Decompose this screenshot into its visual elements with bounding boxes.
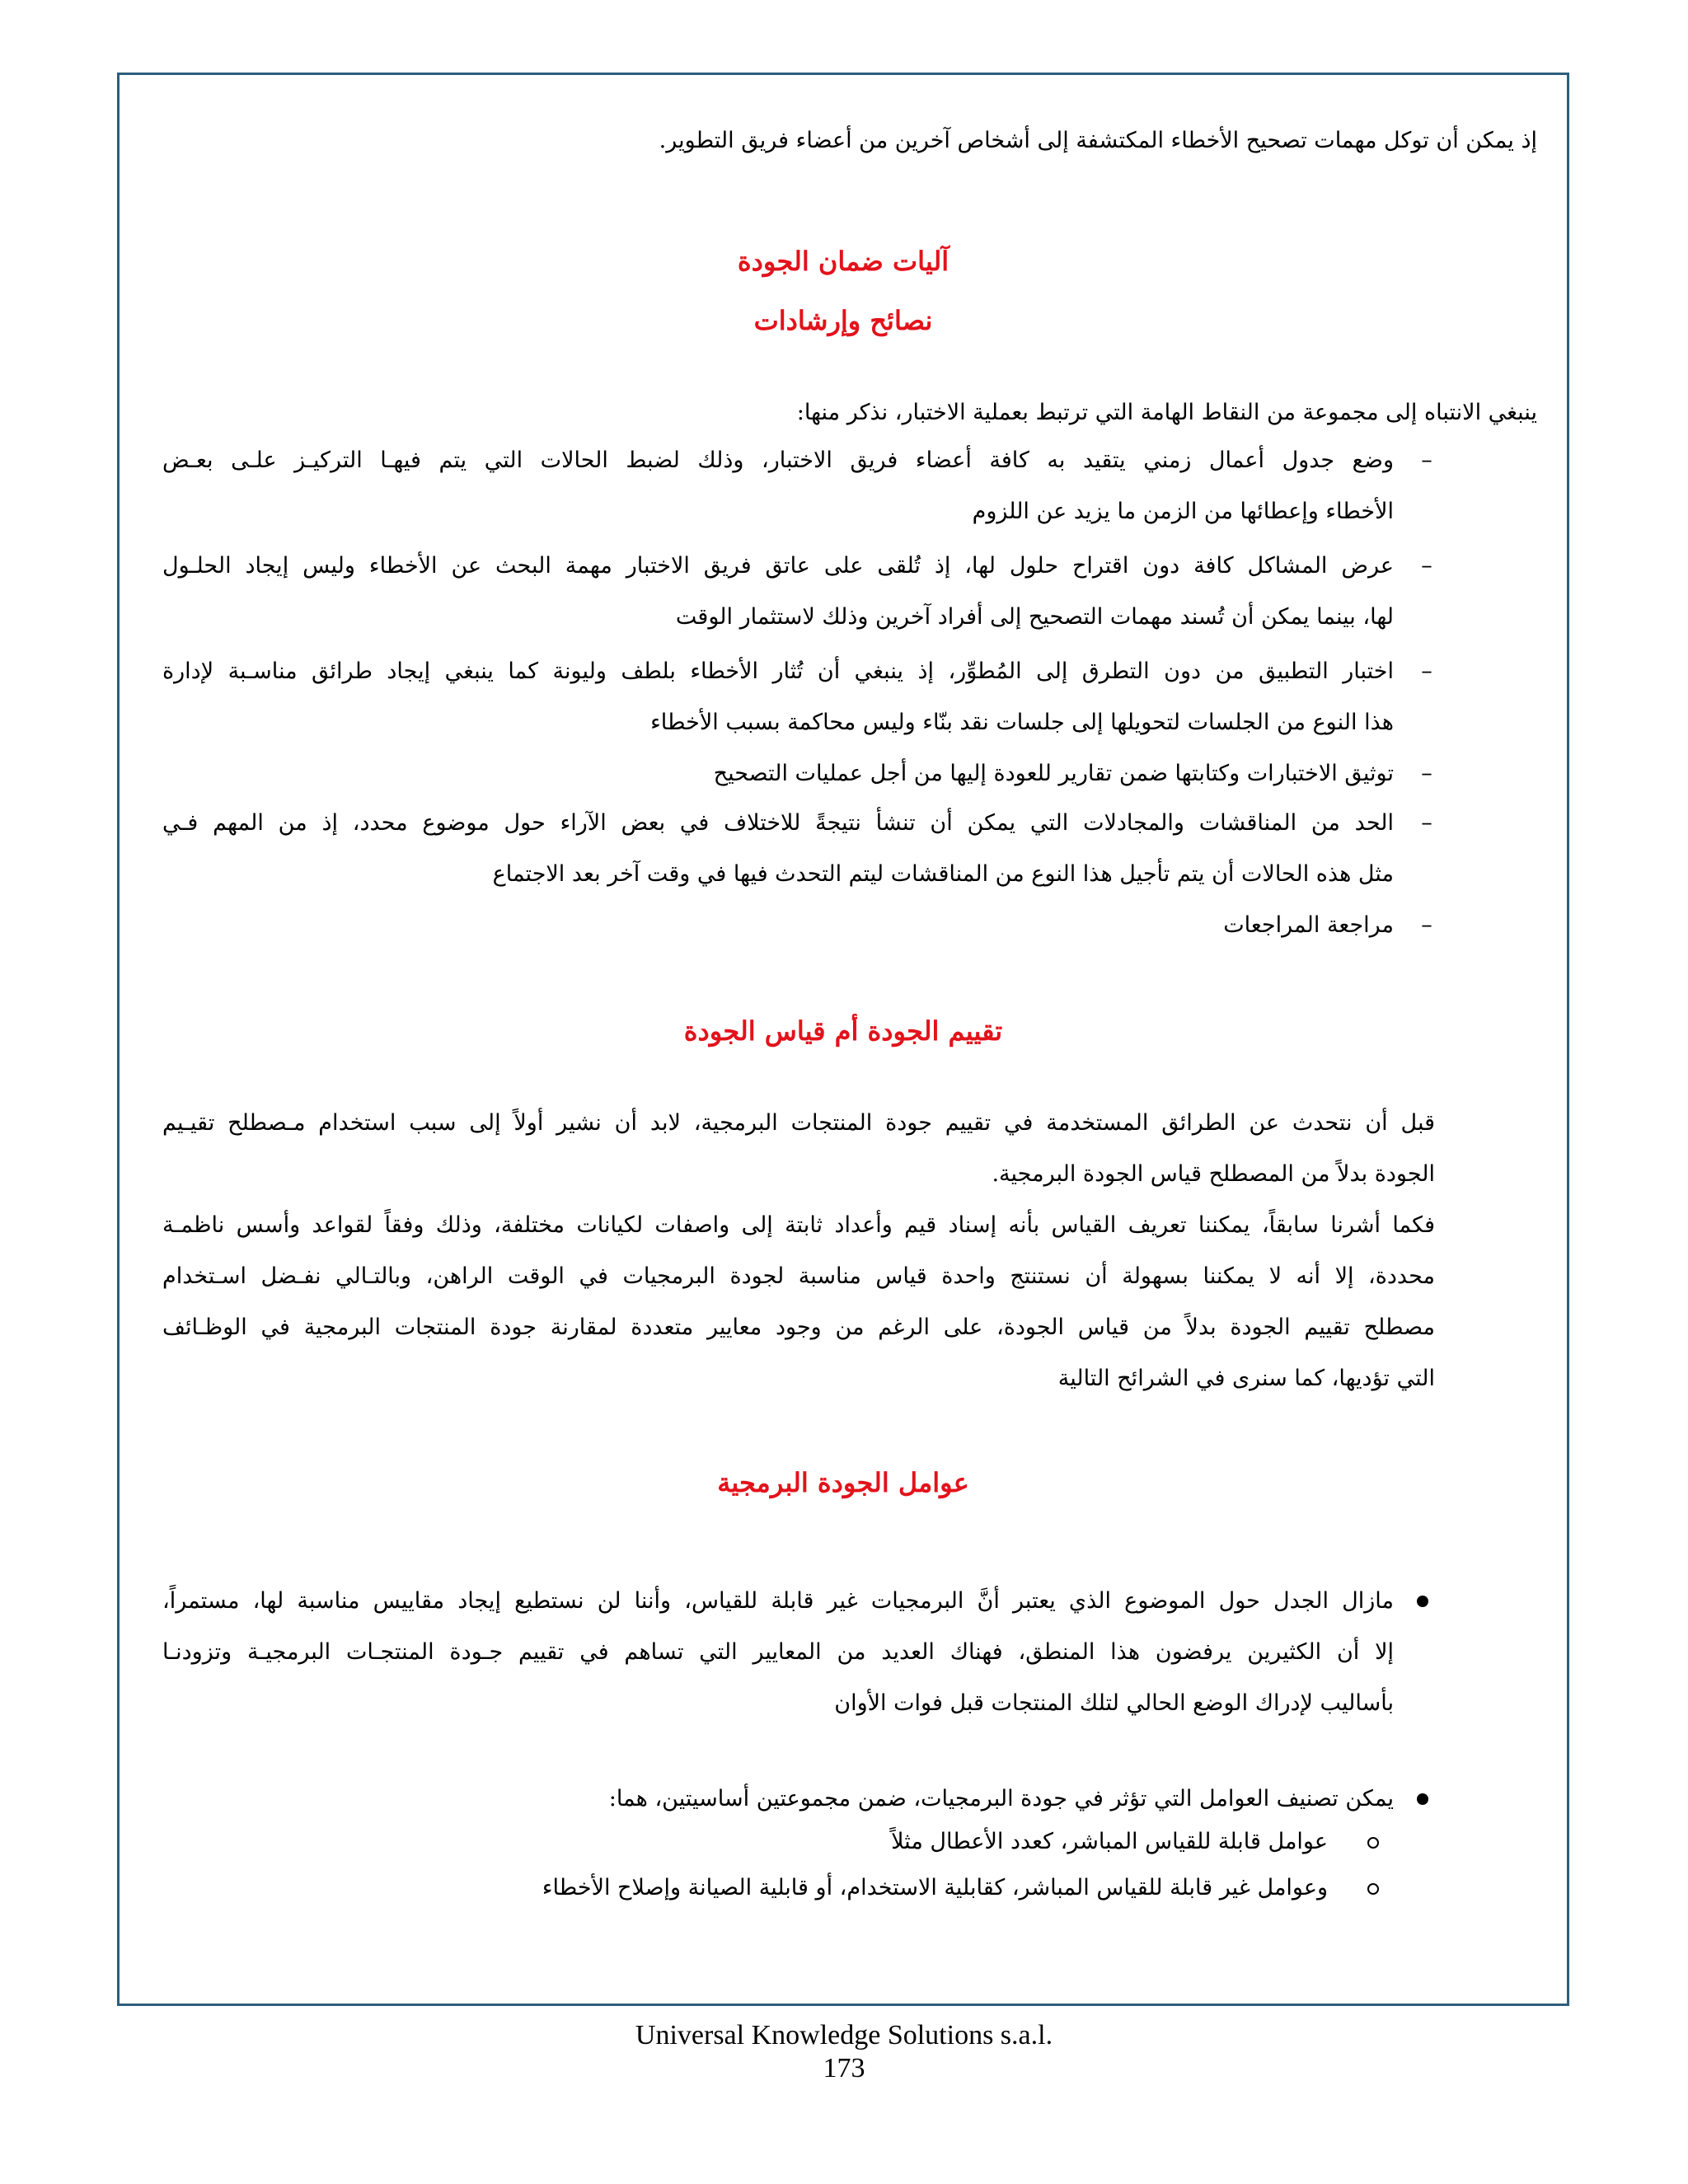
bullet-line: بأساليب لإدراك الوضع الحالي لتلك المنتجات قبل فوات الأوان [834, 1690, 1394, 1716]
list-item-line: الحد من المناقشات والمجادلات التي يمكن أن تنشأ نتيجةً للاختلاف في بعض الآراء حول موضوع محدد، إذ من المهم فـي [162, 810, 1394, 836]
section2-paragraph2-line: محددة، إلا أنه لا يمكننا بسهولة أن نستنتج واحدة قياس مناسبة لجودة البرمجيات في الوقت الراهن، وبالتـالي نفـضل اسـتخدام [162, 1263, 1436, 1289]
dash-marker: – [1421, 658, 1432, 684]
section1-lead: ينبغي الانتباه إلى مجموعة من النقاط الهامة التي ترتبط بعملية الاختبار، نذكر منها: [796, 400, 1537, 425]
circle-bullet-icon [1367, 1883, 1379, 1895]
section1-subtitle: نصائح وإرشادات [753, 305, 933, 336]
list-item-line: اختبار التطبيق من دون التطرق إلى المُطوِّر، إذ ينبغي أن تُثار الأخطاء بلطف وليونة كما ينبغي إيجاد طرائق مناسـبة لإدارة [162, 658, 1394, 684]
bullet-marker [1417, 1793, 1428, 1805]
dash-marker: – [1421, 761, 1432, 786]
list-item-line: لها، بينما يمكن أن تُسند مهمات التصحيح إلى أفراد آخرين وذلك لاستثمار الوقت [675, 604, 1394, 630]
section2-paragraph2-line: التي تؤديها، كما سنرى في الشرائح التالية [1057, 1366, 1435, 1391]
circle-bullet-icon [1367, 1837, 1379, 1849]
list-item-line: الأخطاء وإعطائها من الزمن ما يزيد عن اللزوم [972, 499, 1394, 524]
section2-paragraph1-line: قبل أن نتحدث عن الطرائق المستخدمة في تقييم جودة المنتجات البرمجية، لابد أن نشير أولاً إلى سبب استخدام مـصطلح تقيـيم [162, 1110, 1435, 1136]
footer-company: Universal Knowledge Solutions s.a.l. [635, 2020, 1053, 2050]
sub-list-item-text: وعوامل غير قابلة للقياس المباشر، كقابلية الاستخدام، أو قابلية الصيانة وإصلاح الأخطاء [542, 1875, 1328, 1900]
bullet-line: مازال الجدل حول الموضوع الذي يعتبر أنَّ البرمجيات غير قابلة للقياس، وأننا لن نستطيع إيجاد مقاييس مناسبة لها، مستمراً، [162, 1588, 1394, 1614]
sub-list-item-text: عوامل قابلة للقياس المباشر، كعدد الأعطال مثلاً [891, 1829, 1328, 1854]
page-number: 173 [823, 2053, 865, 2083]
section3-title: عوامل الجودة البرمجية [717, 1467, 969, 1498]
list-item-line: مثل هذه الحالات أن يتم تأجيل هذا النوع من المناقشات ليتم التحدث فيها في وقت آخر بعد الاجتماع [492, 861, 1394, 887]
bullet-line: إلا أن الكثيرين يرفضون هذا المنطق، فهناك العديد من المعايير التي تساهم في تقييم جـودة المنتجـات البرمجيـة وتزودنـا [162, 1639, 1394, 1665]
section1-title: آليات ضمان الجودة [737, 246, 950, 277]
intro-line: إذ يمكن أن توكل مهمات تصحيح الأخطاء المكتشفة إلى أشخاص آخرين من أعضاء فريق التطوير. [659, 128, 1537, 153]
list-item-line: مراجعة المراجعات [1223, 912, 1394, 938]
list-item-line: وضع جدول أعمال زمني يتقيد به كافة أعضاء فريق الاختبار، وذلك لضبط الحالات التي يتم فيهـا التركيـز علـى بعـض [162, 448, 1394, 473]
bullet-marker [1417, 1596, 1428, 1607]
dash-marker: – [1421, 553, 1432, 579]
section2-title: تقييم الجودة أم قياس الجودة [683, 1015, 1003, 1047]
dash-marker: – [1421, 448, 1432, 473]
page-frame [117, 73, 1569, 2006]
list-item-line: عرض المشاكل كافة دون اقتراح حلول لها، إذ تُلقى على عاتق فريق الاختبار مهمة البحث عن الأخطاء وليس إيجاد الحلـول [162, 553, 1394, 579]
list-item-line: توثيق الاختبارات وكتابتها ضمن تقارير للعودة إليها من أجل عمليات التصحيح [713, 761, 1394, 786]
section2-paragraph2-line: فكما أشرنا سابقاً، يمكننا تعريف القياس بأنه إسناد قيم وأعداد ثابتة إلى واصفات لكيانات مختلفة، وذلك وفقاً لقواعد وأسس ناظمـة [162, 1212, 1435, 1238]
page-content [120, 75, 1567, 2004]
dash-marker: – [1421, 912, 1432, 938]
bullet-line: يمكن تصنيف العوامل التي تؤثر في جودة البرمجيات، ضمن مجموعتين أساسيتين، هما: [608, 1786, 1394, 1811]
section2-paragraph1-line: الجودة بدلاً من المصطلح قياس الجودة البرمجية. [992, 1161, 1435, 1187]
dash-marker: – [1421, 810, 1432, 836]
list-item-line: هذا النوع من الجلسات لتحويلها إلى جلسات نقد بنّاء وليس محاكمة بسبب الأخطاء [650, 710, 1394, 735]
section2-paragraph2-line: مصطلح تقييم الجودة بدلاً من قياس الجودة، على الرغم من وجود معايير متعددة لمقارنة جودة المنتجات البرمجية في الوظـائف [162, 1315, 1435, 1340]
